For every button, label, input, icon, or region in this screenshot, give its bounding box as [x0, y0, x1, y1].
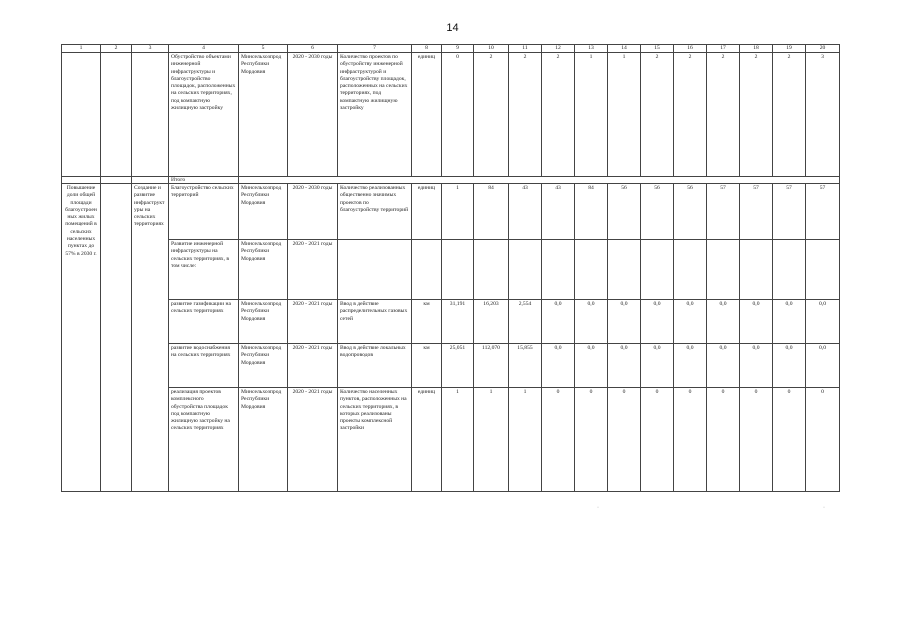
period-cell: 2020 - 2021 годы [288, 388, 338, 492]
table-row-total [62, 177, 840, 184]
indicator-cell: Количество реализованных общественно значимых проектов по благоустройству территорий [338, 184, 412, 240]
cell-empty [442, 240, 474, 300]
value-cell: 112,070 [474, 344, 509, 388]
event-cell: Развитие инженерной инфраструктуры на сельских территориях, в том числе: [169, 240, 239, 300]
header-cell: 14 [608, 45, 641, 53]
value-cell: 2 [674, 53, 707, 177]
indicator-cell: Количество населенных пунктов, расположенных на сельских территориях, в которых реализованы проекты комплексной застройки [338, 388, 412, 492]
header-cell: 18 [740, 45, 773, 53]
cell-empty [62, 177, 101, 184]
value-cell: 57 [740, 184, 773, 240]
value-cell: 0 [773, 388, 806, 492]
period-cell: 2020 - 2030 годы [288, 184, 338, 240]
value-cell: 2,554 [509, 300, 542, 344]
header-cell: 10 [474, 45, 509, 53]
task-cell-empty [132, 53, 169, 177]
value-cell: 2 [773, 53, 806, 177]
cell-empty [773, 240, 806, 300]
task-cell: Создание и развитие инфраструктуры на сельских территориях [132, 184, 169, 492]
value-cell: 2 [509, 53, 542, 177]
value-cell: 57 [806, 184, 840, 240]
value-cell: 2 [474, 53, 509, 177]
event-cell: Обустройство объектами инженерной инфраструктуры и благоустройство площадок, расположенных на сельских территориях, под компактную жилищную застройку [169, 53, 239, 177]
cell-empty [338, 240, 412, 300]
value-cell: 1 [442, 184, 474, 240]
executor-cell: Минсельхозпрод Республики Мордовия [239, 184, 288, 240]
goal-cell-empty [62, 53, 101, 177]
executor-cell: Минсельхозпрод Республики Мордовия [239, 53, 288, 177]
header-cell: 6 [288, 45, 338, 53]
value-cell: 56 [674, 184, 707, 240]
value-cell: 2 [707, 53, 740, 177]
cell-empty [132, 177, 169, 184]
executor-cell: Минсельхозпрод Республики Мордовия [239, 344, 288, 388]
unit-cell: единиц [412, 184, 442, 240]
cell-empty [101, 53, 132, 177]
value-cell: 3 [806, 53, 840, 177]
total-label: Итого [169, 177, 239, 184]
event-cell: реализация проектов комплексного обустройства площадок под компактную жилищную застройку на сельских территориях [169, 388, 239, 492]
value-cell: 0,0 [773, 344, 806, 388]
cell-empty [608, 240, 641, 300]
table-row [62, 240, 840, 300]
cell-empty [101, 177, 132, 184]
executor-cell: Минсельхозпрод Республики Мордовия [239, 300, 288, 344]
value-cell: 2 [740, 53, 773, 177]
value-cell: 0,0 [608, 344, 641, 388]
value-cell: 1 [575, 53, 608, 177]
value-cell: 2 [542, 53, 575, 177]
value-cell: 0,0 [542, 300, 575, 344]
value-cell: 0,0 [806, 300, 840, 344]
value-cell: 0,0 [542, 344, 575, 388]
cell-empty [474, 240, 509, 300]
cell-empty [707, 240, 740, 300]
executor-cell: Минсельхозпрод Республики Мордовия [239, 388, 288, 492]
event-cell: развитие водоснабжения на сельских территориях [169, 344, 239, 388]
table-row [62, 184, 840, 240]
cell-empty [509, 240, 542, 300]
value-cell: 31,191 [442, 300, 474, 344]
cell-empty [101, 184, 132, 492]
value-cell: 0,0 [608, 300, 641, 344]
event-cell: Благоустройство сельских территорий [169, 184, 239, 240]
header-cell: 15 [641, 45, 674, 53]
value-cell: 15,855 [509, 344, 542, 388]
value-cell: 0,0 [740, 300, 773, 344]
value-cell: 43 [542, 184, 575, 240]
value-cell: 0 [806, 388, 840, 492]
value-cell: 0,0 [641, 300, 674, 344]
value-cell: 0,0 [740, 344, 773, 388]
value-cell: 57 [773, 184, 806, 240]
cell-empty [542, 240, 575, 300]
cell-empty [239, 177, 840, 184]
value-cell: 0 [575, 388, 608, 492]
value-cell: 2 [641, 53, 674, 177]
unit-cell: единиц [412, 388, 442, 492]
value-cell: 0,0 [575, 344, 608, 388]
header-cell: 1 [62, 45, 101, 53]
executor-cell: Минсельхозпрод Республики Мордовия [239, 240, 288, 300]
value-cell: 0,0 [674, 344, 707, 388]
scan-speck: · [823, 505, 825, 511]
unit-cell: единиц [412, 53, 442, 177]
value-cell: 0,0 [806, 344, 840, 388]
indicator-cell: Ввод в действие локальных водопроводов [338, 344, 412, 388]
event-cell: развитие газификации на сельских территориях [169, 300, 239, 344]
value-cell: 0,0 [773, 300, 806, 344]
indicators-table [61, 44, 840, 492]
value-cell: 1 [474, 388, 509, 492]
header-cell: 12 [542, 45, 575, 53]
page-number: 14 [446, 22, 459, 34]
value-cell: 0 [608, 388, 641, 492]
value-cell: 0 [707, 388, 740, 492]
value-cell: 0,0 [707, 300, 740, 344]
value-cell: 84 [474, 184, 509, 240]
header-cell: 7 [338, 45, 412, 53]
value-cell: 0,0 [575, 300, 608, 344]
goal-cell: Повышение доли общей площади благоустроенных жилых помещений в сельских населенных пунктах до 57% в 2030 г. [62, 184, 101, 492]
table-row [62, 344, 840, 388]
value-cell: 25,051 [442, 344, 474, 388]
value-cell: 0,0 [641, 344, 674, 388]
value-cell: 1 [608, 53, 641, 177]
header-cell: 8 [412, 45, 442, 53]
value-cell: 84 [575, 184, 608, 240]
period-cell: 2020 - 2030 годы [288, 53, 338, 177]
indicator-cell: Ввод в действие распределительных газовых сетей [338, 300, 412, 344]
header-cell: 11 [509, 45, 542, 53]
header-cell: 5 [239, 45, 288, 53]
unit-cell: км [412, 344, 442, 388]
header-cell: 4 [169, 45, 239, 53]
value-cell: 0 [442, 53, 474, 177]
cell-empty [674, 240, 707, 300]
cell-empty [575, 240, 608, 300]
header-cell: 19 [773, 45, 806, 53]
period-cell: 2020 - 2021 годы [288, 300, 338, 344]
value-cell: 56 [641, 184, 674, 240]
header-cell: 13 [575, 45, 608, 53]
cell-empty [412, 240, 442, 300]
header-cell: 3 [132, 45, 169, 53]
value-cell: 16,203 [474, 300, 509, 344]
cell-empty [740, 240, 773, 300]
header-cell: 2 [101, 45, 132, 53]
period-cell: 2020 - 2021 годы [288, 240, 338, 300]
value-cell: 0,0 [707, 344, 740, 388]
value-cell: 0 [740, 388, 773, 492]
header-cell: 20 [806, 45, 840, 53]
value-cell: 0 [641, 388, 674, 492]
value-cell: 0 [542, 388, 575, 492]
cell-empty [806, 240, 840, 300]
value-cell: 43 [509, 184, 542, 240]
value-cell: 0 [674, 388, 707, 492]
table-row [62, 300, 840, 344]
value-cell: 0,0 [674, 300, 707, 344]
value-cell: 56 [608, 184, 641, 240]
value-cell: 1 [509, 388, 542, 492]
header-cell: 17 [707, 45, 740, 53]
value-cell: 57 [707, 184, 740, 240]
value-cell: 1 [442, 388, 474, 492]
header-cell: 9 [442, 45, 474, 53]
unit-cell: км [412, 300, 442, 344]
table-row [62, 388, 840, 492]
scan-speck: · [597, 505, 599, 511]
cell-empty [641, 240, 674, 300]
header-row [62, 45, 840, 53]
table-row [62, 53, 840, 177]
header-cell: 16 [674, 45, 707, 53]
indicator-cell: Количество проектов по обустройству инженерной инфраструктурой и благоустройству площадок, расположенных на сельских территориях, под компактную жилищную застройку [338, 53, 412, 177]
period-cell: 2020 - 2021 годы [288, 344, 338, 388]
